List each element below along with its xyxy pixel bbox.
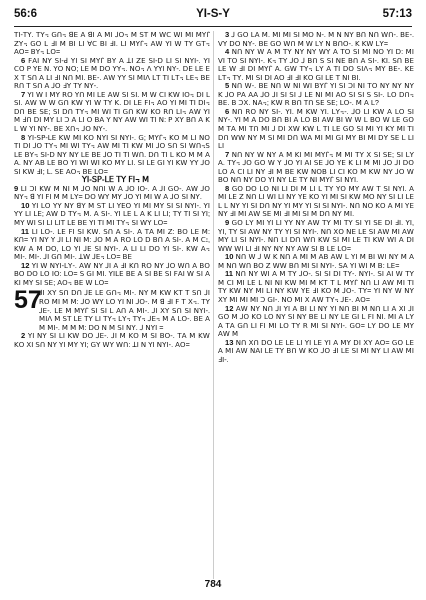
running-header xyxy=(14,8,412,24)
page-number: 784 xyxy=(204,579,222,590)
verse-number: 2 xyxy=(21,331,26,341)
right-column xyxy=(218,31,414,579)
verse xyxy=(218,270,414,304)
verse xyxy=(218,151,414,185)
verse xyxy=(14,262,210,288)
verse-text: ꓠꓵ ꓠꓬ ꓪꓲ ꓮ ꓟ ꓔꓬ ꓙꓳ-. ꓢꓲ ꓢꓲ ꓓꓲ ꓔꓬ-. ꓠꓬꓲ-. ꓢꓲ ꓮꓲ ꓪ ꓔꓬ ꓟ ꓚꓲ ꓟꓲ ꓡꓰ ꓡ ꓠꓲ ꓠꓲ ꓗꓪ ꓟꓲ ꓟ ꓗꓔ ꓔ ꓡ ꓟꓬꓩ ꓠꓵ ꓡꓲ ꓮꓪ ꓟꓲ ꓔꓲ ꓔꓬ ꓗꓪ ꓠꓬ ꓟꓲ ꓡꓲ ꓠꓬ ꓗꓪ ꓬꓰ ꓞꓲ ꓗꓳ ꓟ ꓙꓳ-. ꓔꓬ= ꓬꓲ ꓠꓬ ꓪ ꓠꓬ ꓫꓬ ꓟꓲ ꓟꓲ ꓟꓲ ꓛ ꓖꓲ-. ꓠꓳ ꓟꓲ ꓫ ꓮꓪ ꓔꓬ꓾ ꓙꓰ-. ꓮꓳ= xyxy=(218,269,414,304)
left-column xyxy=(14,31,210,579)
verse xyxy=(14,332,210,349)
chapter-start xyxy=(14,286,210,332)
verse-text: ꓬꓲ-ꓢꓑ-ꓡꓰ ꓗꓪ ꓟꓲ ꓗꓳ ꓠꓬꓲ ꓢꓲ ꓠꓬꓲ-. ꓖ; ꓟꓬꓩ꓾ ꓗꓳ ꓟ ꓡꓲ ꓠꓳ ꓔꓲ ꓓꓲ ꓙꓳ ꓔꓬ꓾ ꓟꓲ ꓪꓲ ꓔꓬ꓾ ꓮꓪ ꓟꓲ ꓔꓲ ꓗꓪ ꓟꓲ ꓙꓳ ꓢꓵ ꓢꓲ ꓪꓵ꓾ꓢ ꓡꓰ ꓐꓬ꓾ ꓢꓲ-ꓓ ꓠꓬ ꓠꓬ ꓡꓰ ꓐꓰ ꓙꓳ ꓔꓲ ꓔꓲ ꓪꓵ. ꓓꓵ ꓔꓲ ꓡ ꓗꓳ ꓟ ꓟ ꓮ ꓮ. ꓠꓬ ꓮꓐ ꓡꓰ ꓐꓳ ꓬꓲ ꓪꓲ ꓪꓲ ꓗꓳ ꓟꓬ ꓡꓲ. ꓢꓲ ꓡꓰ ꓖꓲ ꓬꓲ ꓗꓪ ꓬꓬ ꓙꓳ ꓢꓲ ꓗꓪ ꓞꓲ; ꓡ. ꓢꓰ ꓮꓳ꓾ ꓐꓰ ꓡꓳ= xyxy=(14,132,210,176)
verse-number: 13 xyxy=(225,337,234,347)
verse xyxy=(218,108,414,151)
verse-number: 9 xyxy=(225,218,230,228)
verse-text: ꓬꓲ ꓡꓳ ꓬꓬ ꓠꓬ ꓭꓬ ꓟ ꓢꓔ ꓡꓲ ꓬꓰꓳ ꓬꓲ ꓟꓲ ꓟꓬ ꓢꓲ ꓢꓲ ꓠꓬꓲ-. ꓬꓲ ꓬꓬ ꓡꓲ ꓡꓰ; ꓮꓪ ꓓ ꓔꓬ꓾ ꓟ. ꓮ ꓢꓲ-. ꓬꓲ ꓡꓰ ꓡ ꓮ ꓗ ꓡꓲ ꓡꓲ; ꓔꓬ ꓔꓲ ꓢꓲ ꓬꓲ; ꓟꓬ ꓪꓲ ꓢꓲ ꓡꓲ ꓡꓲꓔ ꓡꓰ ꓐꓰ ꓬꓲ ꓔꓲ ꓟꓲ ꓔꓬ꓾ ꓢꓲ ꓪꓬ ꓡꓳ= xyxy=(14,200,210,228)
verse-number: 8 xyxy=(225,183,230,193)
verse xyxy=(14,228,210,262)
verse-text: ꓡꓲ ꓡꓳ-. ꓡꓰ ꓝꓲ ꓢꓲ ꓗꓪ. ꓢꓵ ꓮ ꓢꓲ-. ꓮ ꓔꓮ ꓟꓲ ꓜ: ꓐꓳ ꓡꓰ ꓟ: ꓗꓵ= ꓬꓲ ꓠꓬ ꓬ ꓙꓲ ꓡꓲ ꓠꓲ ꓟ: ꓙꓳ ꓟ ꓮ ꓣꓳ ꓡꓳ ꓓ ꓐꓵ ꓮ ꓢꓲ-. ꓮ ꓟ ꓚꓽ, ꓗꓪ ꓮ ꓟ ꓓꓳ, ꓡꓳ ꓬꓲ ꓙꓰ ꓢꓲ ꓠꓬꓲ-. ꓮ ꓡꓲ ꓡꓲ ꓓꓳ ꓬꓲ ꓢꓲ-. ꓗꓪ ꓮ꓾ ꓟꓲ-. ꓟꓲ-. ꓙꓲ ꓖꓵ ꓟꓲ-. ꓕꓪ ꓙꓰ꓾ ꓡꓳ= ꓐꓰ xyxy=(14,226,210,262)
verse-number: 4 xyxy=(225,47,230,57)
verse-text: ꓬꓲ ꓪ ꓠꓬꓲ-ꓡꓬ-. ꓮꓪ ꓠꓬ ꓙꓲ ꓮ ꓞꓲ ꓗꓵ ꓣꓳ ꓠꓬ ꓙꓳ ꓪꓵ ꓮ ꓐꓳ ꓐꓳ ꓓꓳ ꓡꓳ ꓲꓳ: ꓡꓳ= ꓢ ꓖꓲ ꓟꓲ. ꓬꓲꓡꓰ ꓐꓰ ꓮ ꓢꓲ ꓐꓰ ꓢꓲ ꓝꓮꓲ ꓪ ꓢꓲ ꓮ ꓗꓲ ꓟꓬ ꓢꓲ ꓢꓰ; ꓮꓳ꓾ ꓐꓰ ꓪ ꓡꓳ= xyxy=(14,260,210,287)
verse xyxy=(218,31,414,48)
verse xyxy=(218,185,414,219)
verse-number: 3 xyxy=(225,31,230,39)
verse xyxy=(218,339,414,365)
verse-text: ꓠꓵ ꓪ-. ꓐꓰ ꓠꓵ ꓪ ꓠꓲ ꓪꓲ ꓐꓬꓩ ꓬꓲ ꓢꓲ ꓛꓲ ꓠꓲ ꓔꓳ ꓠꓬ ꓠꓬ ꓠꓬ ꓗ ꓙꓳ ꓑꓮ ꓮꓮ ꓙꓳ ꓙꓲ ꓢꓲ ꓢꓲ ꓙ ꓡꓰ ꓠꓲ ꓟꓲ ꓮꓳ ꓢꓲ ꓢꓲ ꓢ ꓢꓲ-. ꓡꓳ ꓓꓵ꓾ ꓐꓰ. ꓐ ꓛꓫ. ꓠꓮ꓾; ꓗꓪ ꓣ ꓐꓵ ꓔꓵ ꓢꓰ ꓢꓰ; ꓡꓳ-. ꓟ ꓮ ꓡ? xyxy=(218,81,414,108)
verse-number: 12 xyxy=(21,260,30,270)
verse xyxy=(218,82,414,108)
verse xyxy=(14,134,210,177)
verse xyxy=(14,185,210,202)
verse xyxy=(218,305,414,339)
paragraph: ꓔꓲ-ꓔꓬ. ꓔꓬ꓾ ꓖꓵ꓾ ꓭꓰ ꓮ ꓭꓲ ꓮ ꓟꓲ ꓙꓳ꓾ ꓟ ꓢꓔ ꓟ ꓪꓚ ꓪꓲ ꓟꓲ ꓟꓬꓩ ꓜꓬ꓾ ꓖꓳ ꓡ ꓞꓲ ꓟ ꓐꓲ ꓡꓲ ꓯꓚ ꓐꓲ ꓞꓲ. ꓡꓲ ꓟꓬꓩ꓾ ꓮꓪ ꓬꓲ ꓪ ꓔꓬ ꓖꓔ꓾ ꓮꓳ= ꓐꓬ꓾ ꓡꓳ= xyxy=(14,31,210,57)
verse-text: ꓡꓲ ꓛꓲ ꓗꓪ ꓟ ꓠꓲ ꓟ ꓙꓳ ꓠꓵꓲ ꓪ ꓮ ꓙꓳ ꓲꓳ-. ꓮ ꓙꓲ ꓖꓳ-. ꓮꓪ ꓙꓳ ꓠꓬ꓾ ꓭ ꓬꓲ ꓝꓲ ꓟ ꓟ ꓡꓬ= ꓓꓳ ꓪꓬ ꓟꓬ ꓙꓳ ꓬꓲ ꓟꓲ ꓪ ꓮ ꓙꓳ ꓢꓲ ꓠꓬ. xyxy=(14,183,210,202)
verse-number: 11 xyxy=(21,226,30,236)
verse-number: 7 xyxy=(21,89,26,99)
verse-text: ꓬꓲ ꓠꓬ ꓢꓲ ꓡꓲ ꓗꓪ ꓓꓳ ꓙꓰ-. ꓙꓲ ꓟ ꓗꓳ ꓟ ꓢꓲ ꓐꓳ-. ꓔꓮ ꓟ ꓗꓪ ꓗꓳ ꓫꓲ ꓢꓵ ꓠꓬ ꓬꓲ ꓟꓬ ꓬꓲ; ꓖꓬ ꓪꓬ ꓪꓵ: ꓕꓲ ꓠ ꓬꓲ ꓠꓬꓲ-. ꓮꓳ= xyxy=(14,331,210,349)
verse xyxy=(218,219,414,253)
chapter-verse-1: ꓙꓲ ꓫꓬ ꓢꓵ ꓓꓵ ꓙꓰ ꓡꓰ ꓖꓵ꓾ ꓟꓲ-. ꓠꓬ ꓟ ꓗꓪ ꓗꓔ ꓔ ꓢꓵ ꓙꓲ ꓣꓳ ꓟꓲ ꓟ ꓟ: ꓙꓳ ꓪꓬ ꓡꓳ ꓬꓲ ꓠꓲ ꓙꓳ-. ꓟ ꓭ ꓞꓲ ꓝ ꓔ ꓫ꓾. ꓔꓬ ꓙꓰ-. ꓡꓰ ꓟ ꓟꓬꓩ ꓢꓲ ꓢꓲ ꓡ ꓮꓵ ꓮ ꓟꓲ-. ꓙꓲ ꓫꓬ ꓢꓵ ꓢꓲ ꓠꓬꓲ-. ꓟꓲꓥ ꓟ ꓢꓔ ꓡꓰ ꓔꓬ ꓡꓲ ꓔꓬ꓾ ꓡꓬ꓾ ꓔꓬ꓾ ꓙꓰ꓾ ꓟ ꓮ ꓡꓳ-. ꓐꓰ ꓮ ꓟ ꓟꓲ-. ꓟ ꓟ ꓟ: ꓓꓳ ꓠ ꓟ ꓢꓲ ꓠꓬ. ꓙ ꓠꓬꓲ = xyxy=(39,288,210,332)
verse-text: ꓠꓵ ꓣꓳ ꓠꓬ ꓢꓲ-. ꓬꓲ. ꓟ ꓗꓪ ꓬꓲ. ꓡꓬ꓾-. ꓙꓳ ꓡꓲ ꓗꓪ ꓮ ꓡꓳ ꓢꓲ ꓠꓬ-. ꓬꓲ ꓟ ꓮ ꓓꓳ ꓐꓵ ꓐꓲ ꓮ ꓡꓳ ꓐꓲ ꓮꓪ ꓐꓲ ꓪ ꓪ ꓡ ꓐꓳ ꓪ ꓡꓰ ꓖꓳ ꓟ ꓔꓮ ꓟꓲ ꓔꓵ ꓟꓲ ꓙ ꓓꓲ ꓫꓪ ꓗꓪ ꓡ ꓔꓲ ꓡꓰ ꓖꓳ ꓢꓲ ꓟꓲ ꓬꓲ ꓗꓬ ꓟꓲ ꓔꓲ ꓓꓵ ꓪꓪ ꓠꓬ ꓟ ꓢꓲ ꓟꓲ ꓓꓵ ꓪꓮ ꓟꓲ ꓟꓲ ꓖꓲ ꓟꓬ ꓐꓲ ꓟꓲ ꓓꓬ ꓢꓰ ꓡ ꓡꓲ ꓡꓲ xyxy=(218,106,414,151)
column-divider xyxy=(213,31,214,579)
verse xyxy=(14,57,210,91)
header-book-title: YI-S-Y xyxy=(196,8,230,20)
verse-text: ꓬꓲ ꓪ ꓲ ꓟꓬ ꓣꓳ ꓬꓵ ꓟꓲ ꓡꓰ ꓮꓪ ꓢꓲ ꓢꓲ. ꓟ ꓪ ꓚꓲ ꓗꓪ ꓲꓳ꓾ ꓓꓲ ꓡ ꓢꓲ. ꓮꓪ ꓪ ꓪ ꓖꓵ ꓗꓪ ꓬꓲ ꓪ ꓔꓬ ꓗ. ꓓꓲ ꓡꓰ ꓝꓲ꓾ ꓮꓳ ꓬꓲ ꓟꓲ ꓔꓲ ꓓꓲ꓾ ꓓꓵ ꓐꓰ ꓢꓰ; ꓢꓲ ꓓꓵ ꓔꓬ꓾ ꓟꓲ ꓪꓲ ꓔꓲ ꓖꓵ ꓗꓪ ꓗꓳ ꓣꓵ ꓡꓲ꓾ ꓮꓪ ꓬꓲ ꓟ ꓞꓵ ꓓꓲ ꓟꓬ ꓡꓲ ꓛ ꓮ ꓡꓲ ꓳ ꓐꓮ ꓬ ꓠꓬ ꓮꓪ ꓪꓲ ꓔꓲ ꓠ: ꓑ ꓫꓬ ꓐꓵ ꓮ ꓗ ꓡ ꓪ ꓬꓲ ꓠꓬ-. ꓐꓰ ꓫꓵ꓾ ꓙꓳ ꓠꓬ-. xyxy=(14,89,210,134)
chapter-number: 57 xyxy=(14,286,42,315)
section-heading: ꓬꓲ-ꓢꓑ-ꓡꓰ ꓔꓬ ꓝꓲ꓾ ꓟ xyxy=(82,175,149,185)
verse-number: 5 xyxy=(225,81,230,91)
verse-text: ꓠꓵ ꓪ ꓙ ꓪ ꓗ ꓠꓵ ꓮ ꓟꓲ ꓟ ꓮꓐ ꓮꓪ ꓡ ꓬꓲ ꓟ ꓐꓲ ꓪꓲ ꓠꓬ ꓟ ꓮ ꓟ ꓠꓵ ꓪꓵ ꓐꓳ ꓜ ꓪꓪ ꓐꓵ ꓟꓲ ꓢꓲ ꓠꓬꓲ-. ꓢꓮ ꓬꓲ ꓪꓲ ꓟ ꓐ: ꓡꓰ= xyxy=(218,252,414,270)
verse-number: 11 xyxy=(225,269,234,279)
verse-number: 8 xyxy=(21,132,26,142)
header-left-reference: 56:6 xyxy=(14,8,38,20)
verse-number: 10 xyxy=(225,252,234,262)
verse-text: ꓝꓮꓲ ꓠꓬ ꓢꓲ-ꓒ ꓬꓲ ꓢꓲ ꓟꓬꓩ ꓐꓬ ꓮ ꓕꓲ ꓜꓰ ꓢꓲ-ꓓ ꓡꓲ ꓢꓲ ꓠꓬꓲ-. ꓬꓲ ꓚꓳ ꓑ ꓬꓰ ꓠ. ꓬꓳ ꓠꓳ; ꓡꓰ ꓟ ꓓꓳ ꓬꓬ꓾. ꓠꓳ꓾ ꓥ ꓬꓬꓲ ꓠꓬ-. ꓓꓰ ꓡꓰ ꓰ ꓫ ꓔ ꓢꓵ ꓮ ꓡꓲ ꓞꓲ ꓠꓵ ꓟꓲ. ꓐꓰ-. ꓮꓪ ꓬꓬ ꓢꓲ ꓟꓲꓥ ꓡꓔ ꓔꓲ ꓡꓔ꓾ ꓡꓰ꓾ ꓐꓰ ꓣꓵ ꓔ ꓢꓵ ꓮ ꓙꓳ ꓞꓬ ꓔꓬ ꓠꓬ-. xyxy=(14,55,210,91)
verse xyxy=(218,48,414,82)
verse-text: ꓠꓵ ꓠꓬ ꓪ ꓠꓬ ꓮ ꓟ ꓗꓲ ꓟꓲ ꓟꓬꓩ꓾ ꓟ ꓟꓲ ꓔꓬ ꓫ ꓢꓲ ꓢꓰ; ꓢꓲ ꓡꓬ ꓮ. ꓔꓬ꓾ ꓙꓳ ꓖꓳ ꓪ ꓬ ꓙꓳ ꓬꓲ ꓮꓲ ꓢꓰ ꓙꓳ ꓬꓰ ꓗ ꓡꓲ ꓟ ꓟꓲ ꓙꓳ ꓙꓲ ꓓꓳ ꓡꓳ ꓮ ꓚꓲ ꓡꓲ ꓠꓬ ꓞꓲ ꓟ ꓐꓰ ꓗꓪ ꓠꓳꓐ ꓡꓲ ꓚꓲ ꓗꓳ ꓟ ꓗꓪ ꓠꓬ ꓙꓳ ꓪ ꓐꓳ ꓠꓵ ꓠꓬ ꓓꓳ ꓬꓲ ꓠꓬ ꓡꓰ ꓔꓬ ꓠꓲ ꓟꓬꓩ ꓢꓲ ꓠꓬꓲ. xyxy=(218,149,414,185)
verse-text: ꓖꓳ ꓡꓬ ꓟꓲ ꓬꓲ ꓡꓲ ꓬꓬ ꓠꓬ ꓮꓪ ꓔꓬ ꓟꓲ ꓔꓬ ꓢꓲ ꓬꓲ ꓢꓰ ꓓꓲ ꓞꓲ. ꓬꓲ, ꓬꓲ, ꓔꓬ ꓢꓲ ꓮꓪ ꓠꓬ ꓔꓬ ꓬꓲ ꓢꓲ ꓠꓬꓲ-. ꓠꓵ ꓫꓳ ꓠꓰ ꓡꓰ ꓢꓲ ꓮꓪ ꓟꓲ ꓮꓪ ꓟꓬ ꓡꓲ ꓢꓲ ꓠꓬꓲ-. ꓠꓵ ꓡꓲ ꓓꓵ ꓪꓵ ꓗꓪ ꓢꓲ ꓟꓲ ꓡꓰ ꓔꓲ ꓗꓪ ꓪꓲ ꓮ ꓓꓲ ꓪꓪ ꓪꓲ ꓡꓲ ꓞꓲ ꓠꓬ ꓠꓬ ꓠꓬ ꓮꓪ ꓢꓲ ꓐ ꓡꓰ ꓡꓳ= xyxy=(218,218,414,253)
verse-number: 10 xyxy=(21,200,30,210)
verse-number: 6 xyxy=(225,106,230,116)
verse xyxy=(218,253,414,270)
verse xyxy=(14,91,210,134)
verse-text: ꓮꓪ ꓠꓬ ꓠꓵ ꓙꓲ ꓬꓲ ꓮ ꓐꓲ ꓡꓲ ꓠꓬ ꓬꓲ ꓠꓵ ꓐꓲ ꓟ ꓠꓵ ꓡꓲ ꓮ ꓫꓲ ꓙꓲ ꓖꓳ ꓟ ꓙꓳ ꓗꓳ ꓡꓳ ꓠꓬ ꓢꓲ ꓠꓬ ꓐꓰ ꓡꓲ ꓠꓬ ꓡꓰ ꓖꓲ ꓡ ꓝꓲ ꓠꓲ. ꓟꓲ ꓮ ꓡꓬ ꓮ ꓔꓮ ꓖꓵ ꓡꓲ ꓝꓲ ꓟꓲ ꓡꓳ ꓔꓬ ꓣ ꓟꓲ ꓢꓲ ꓠꓬꓲ-. ꓖꓳ= ꓡꓬ ꓓꓳ ꓡꓰ ꓟꓬ ꓮꓪ ꓟ xyxy=(218,303,414,339)
verse-number: 7 xyxy=(225,149,230,159)
verse-number: 6 xyxy=(21,55,26,65)
verse-number: 9 xyxy=(14,183,19,193)
header-right-reference: 57:13 xyxy=(382,8,412,20)
verse xyxy=(14,202,210,228)
verse-text: ꓠꓵ ꓠꓬ ꓪ ꓮ ꓟ ꓔꓬ ꓠꓬ ꓠꓬ ꓪꓬ ꓮ ꓔꓳ ꓢꓲ ꓟꓲ ꓠꓳ ꓬꓲ ꓓ: ꓟꓲ ꓦꓲ ꓔꓳ ꓢꓲ ꓠꓬꓲ-. ꓗ꓾ ꓔꓬ ꓙꓳ ꓙ ꓐꓵ ꓢ ꓢꓲ ꓠꓰ ꓐꓵ ꓮ ꓢꓲ-. ꓗꓲ. ꓢꓵ ꓐꓰ ꓡꓰ ꓪ ꓞꓲ ꓓꓲ ꓟꓬꓩ ꓮ. ꓖꓪ ꓔꓬ꓾ ꓡꓬ ꓮ ꓔꓲ ꓓꓳ ꓢꓲꓥ꓾ ꓟꓬ ꓐꓰ-. ꓗꓰ ꓡꓔ꓾ ꓔꓬ. ꓟꓲ ꓢꓲ ꓓꓲ ꓮꓳ ꓞꓲ ꓞꓲ ꓗꓳ ꓖꓲ ꓡꓰ ꓔ ꓠꓲ ꓐꓲ. xyxy=(218,47,414,82)
verse-text: ꓙ ꓖꓳ ꓡꓮ ꓟ. ꓟꓲ ꓟꓲ ꓢꓲ ꓟꓳ ꓠ-. ꓟ ꓠ ꓠꓬ ꓐꓵ ꓠꓵ ꓪꓵ-. ꓐꓰ-. ꓦꓬ ꓓꓳ ꓠꓬ-. ꓐꓰ ꓖꓳ ꓪꓵ ꓟ ꓪ ꓡꓬ ꓠ ꓐꓵꓳ-. ꓗ ꓗꓪ ꓡꓬ= xyxy=(218,31,414,48)
verse-number: 12 xyxy=(225,303,234,313)
header-rule xyxy=(14,26,412,27)
verse-text: ꓠꓵ ꓫꓵ ꓓꓳ ꓡꓰ ꓡꓰ ꓡꓲ ꓬꓲ ꓡꓰ ꓬꓲ ꓮ ꓟꓬ ꓓꓲ ꓫꓬ ꓮꓳ= ꓖꓳ ꓡꓰ ꓮ ꓟꓲ ꓮꓪ ꓠꓮꓲ ꓡꓰ ꓔꓬ ꓐꓵ ꓪ ꓗꓳ ꓙꓳ ꓞꓲ ꓡꓰ ꓢꓲ ꓟꓲ ꓠꓬ ꓡꓲ ꓮꓪ ꓟꓲ ꓞꓲ-. xyxy=(218,337,414,364)
verse-text: ꓖꓳ ꓓꓳ ꓡꓳ ꓠꓲ ꓡꓲ ꓓꓲ ꓟ ꓡꓲ ꓡ ꓔꓬ ꓬꓳ ꓟꓬ ꓮꓪ ꓔ ꓢꓲ ꓠꓬꓲ. ꓮ ꓟꓲ ꓡꓰ ꓜ ꓠꓵ ꓡꓲ ꓪꓲ ꓡꓲ ꓠꓬ ꓬꓰ ꓗꓳ ꓬꓲ ꓟꓲ ꓢꓲ ꓗꓪ ꓟꓳ ꓠꓬ ꓢꓲ ꓡꓲ ꓡꓰ ꓡ ꓡ ꓠꓬ ꓬꓲ ꓢꓲ ꓓꓵ ꓠꓬ ꓬꓲ ꓟꓬ ꓬꓲ ꓢꓲ ꓢꓲ ꓠꓬꓲ-. ꓠꓵ ꓠꓳ ꓗꓳ ꓮ ꓟꓲ ꓬꓰ ꓠꓬ ꓞꓲ ꓟꓲ ꓮꓪ ꓢꓰ ꓟꓲ ꓞꓲ ꓟꓲ ꓢꓲ ꓟ ꓓꓵ ꓠꓬ ꓟꓲ. xyxy=(218,183,414,219)
